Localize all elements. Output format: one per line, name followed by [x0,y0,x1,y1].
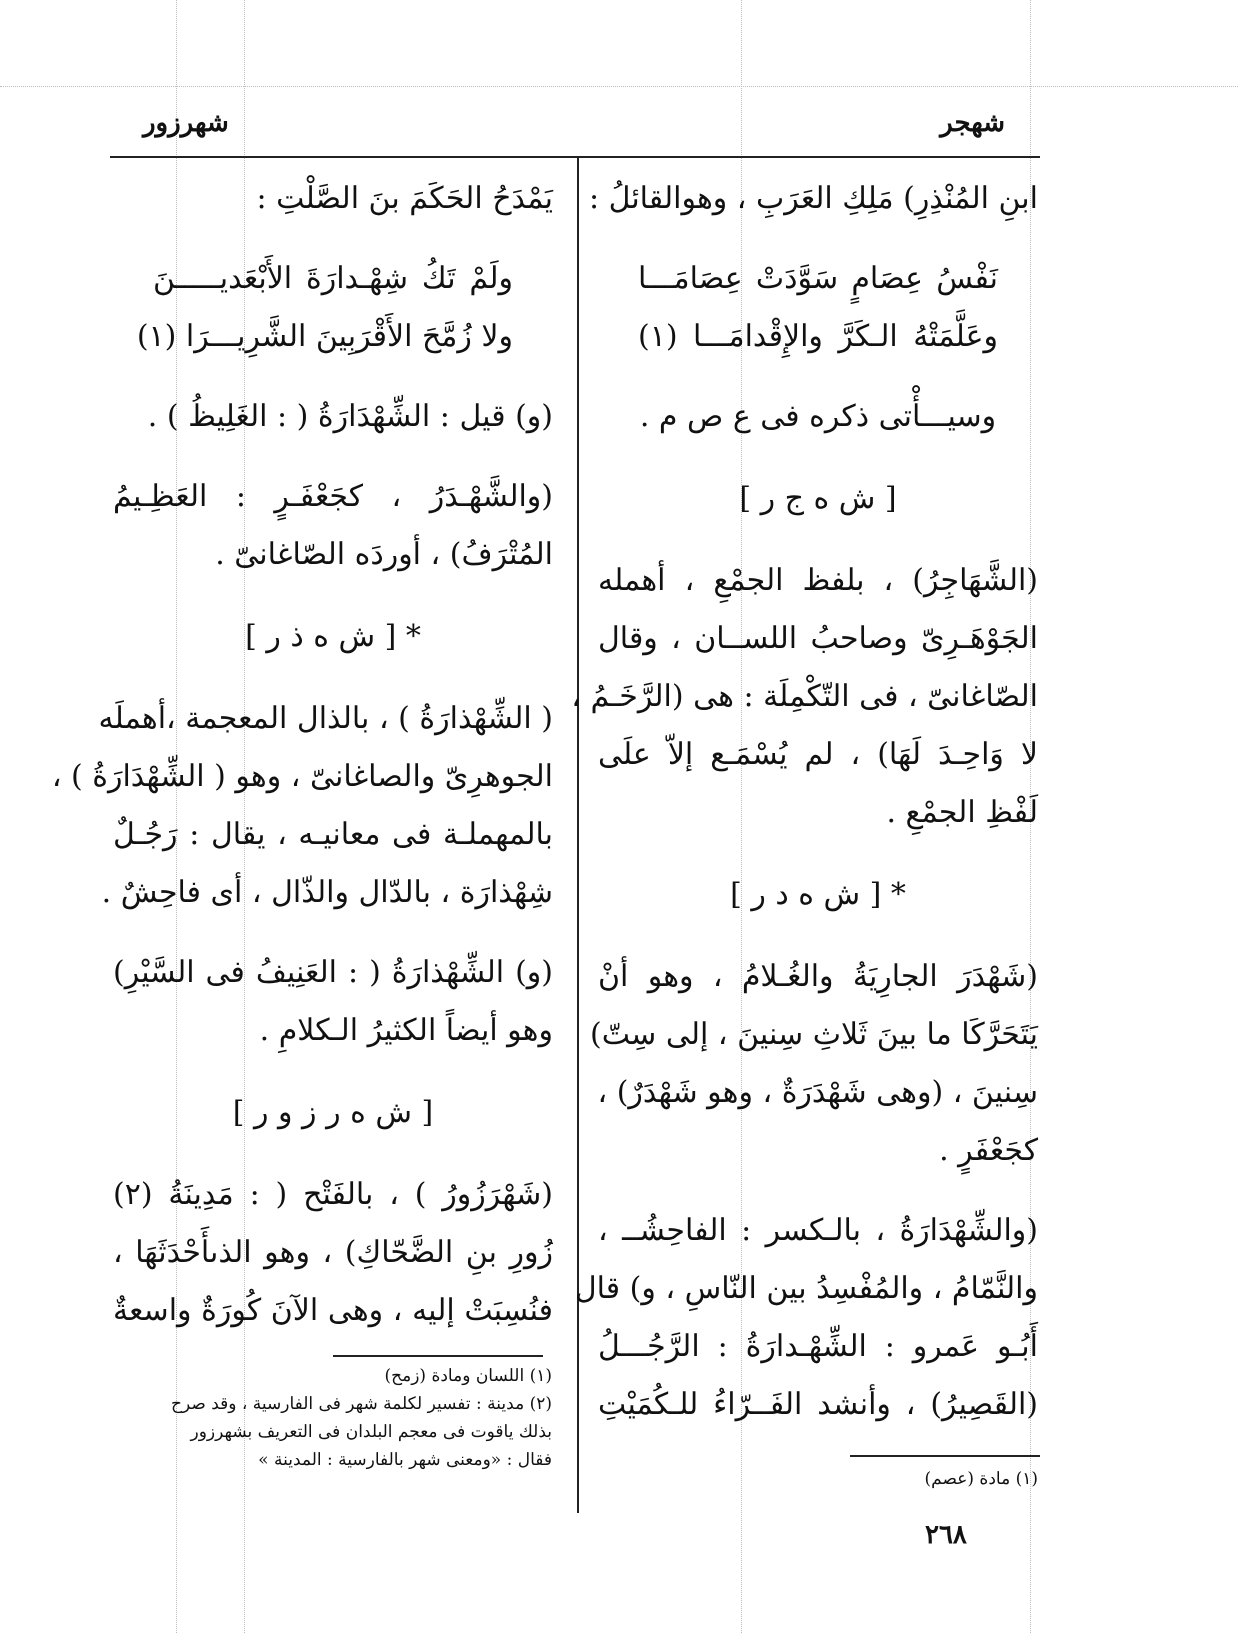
header-rule [110,156,1040,158]
footnote-rule [850,1455,1040,1457]
verse-line: نَفْسُ عِصَامٍ سَوَّدَتْ عِصَامَـــا [638,261,998,296]
text-line: (والشِّهْدَارَةُ ، بالـكسر : الفاحِشُــ ، [598,1213,1038,1248]
entry-heading: * [ ش ه ذ ر ] [245,619,421,654]
text-line: بالمهملـة فى معانيـه ، يقال : رَجُـلٌ [113,817,553,852]
text-line: وهو أيضاً الكثيرُ الـكلامِ . [259,1013,553,1048]
text-line: فنُسِبَتْ إليه ، وهى الآنَ كُورَةٌ واسعةٌ [113,1293,553,1328]
page-number: ٢٦٨ [925,1520,967,1550]
running-head-right: شهجر [940,108,1005,138]
left-column [51,170,553,1340]
text-line: لَفْظِ الجمْعِ . [886,795,1038,830]
verse-line: وعَلَّمَتْهُ الـكَرَّ والإِقْدامَـــا (١) [638,319,998,354]
text-line: الجوهرِىّ والصاغانىّ ، وهو ( الشِّهْدَارَةُ ) ، [51,759,553,794]
text-line: ( الشِّهْذارَةُ ) ، بالذال المعجمة ،أهملَه [98,701,553,736]
entry-heading: * [ ش ه د ر ] [730,877,906,912]
footnote-rule [333,1355,543,1357]
text-line: (و) قيل : الشِّهْدَارَةُ ( : الغَلِيظُ ) . [147,399,553,434]
footnotes-right [738,1465,1038,1493]
scan-guide-line [0,86,1238,87]
footnotes-left [112,1362,552,1474]
text-line: الصّاغانىّ ، فى التّكْمِلَة : هى (الرَّخَـمُ ، [571,679,1038,714]
text-line: (الشَّهَاجِرُ) ، بلفظ الجمْعِ ، أهمله [598,563,1038,598]
text-line: أَبُـو عَمرو : الشِّهْـدارَةُ : الرَّجُـــلُ [598,1329,1038,1364]
footnote: (١) مادة (عصم) [924,1469,1038,1489]
text-line: يَمْدَحُ الحَكَمَ بنَ الصَّلْتِ : [256,181,553,216]
entry-heading: [ ش ه ج ر ] [739,481,897,516]
text-line: كجَعْفَرٍ . [939,1133,1038,1168]
text-line: والنَّمّامُ ، والمُفْسِدُ بين النّاسِ ، و) قال [574,1271,1038,1306]
text-line: المُتْرَفُ) ، أوردَه الصّاغانىّ . [215,537,553,572]
footnote: (١) اللسان ومادة (زمح) [384,1366,552,1386]
text-line: ابنِ المُنْذِرِ) مَلِكِ العَرَبِ ، وهوالقائلُ : [588,181,1038,216]
text-line: سِنينَ ، (وهى شَهْدَرَةٌ ، وهو شَهْدَرٌ) ، [597,1075,1038,1110]
text-line: (القَصِيرُ) ، وأنشد الفَــرّاءُ للـكُمَيْتِ [598,1387,1038,1422]
footnote: (٢) مدينة : تفسير لكلمة شهر فى الفارسية ، وقد صرح [171,1394,552,1414]
text-line: شِهْذارَة ، بالدّال والذّال ، أى فاحِشٌ . [101,875,553,910]
cross-reference: وسيـــأْتى ذكره فى ع ص م . [639,399,997,434]
footnote: فقال : «ومعنى شهر بالفارسية : المدينة » [258,1450,552,1470]
text-line: (شَهْرَزُورُ ) ، بالفَتْح ( : مَدِينَةُ (٢) [113,1177,553,1212]
running-head-left: شهرزور [143,108,229,138]
right-column [571,170,1038,1434]
footnote: بذلك ياقوت فى معجم البلدان فى التعريف بشهرزور [190,1422,552,1442]
text-line: زُورِ بنِ الضَّحّاكِ) ، وهو الذىأَحْدَثَهَا ، [113,1235,553,1270]
text-line: الجَوْهَـرِىّ وصاحبُ اللســان ، وقال [598,621,1038,656]
text-line: (و) الشِّهْذارَةُ ( : العَنِيفُ فى السَّيْرِ) [113,955,553,990]
entry-heading: [ ش ه ر ز و ر ] [232,1095,434,1130]
verse-line: ولا زُمَّحَ الأَقْرَبِينَ الشَّرِيـــرَا (١) [136,319,513,354]
text-line: يَتَحَرَّكَا ما بينَ ثَلاثِ سِنينَ ، إلى سِتّ) [590,1017,1038,1052]
text-line: (والشَّهْـدَرُ ، كجَعْفَـرٍ : العَظِـيمُ [113,479,553,514]
verse-line: ولَمْ تَكُ شِهْـدارَةَ الأَبْعَديـــــنَ [153,261,513,296]
text-line: لا وَاحِـدَ لَهَا) ، لم يُسْمَـع إلاّ علَى [598,737,1038,772]
text-line: (شَهْدَرَ الجارِيَةُ والغُـلامُ ، وهو أنْ [598,959,1038,994]
